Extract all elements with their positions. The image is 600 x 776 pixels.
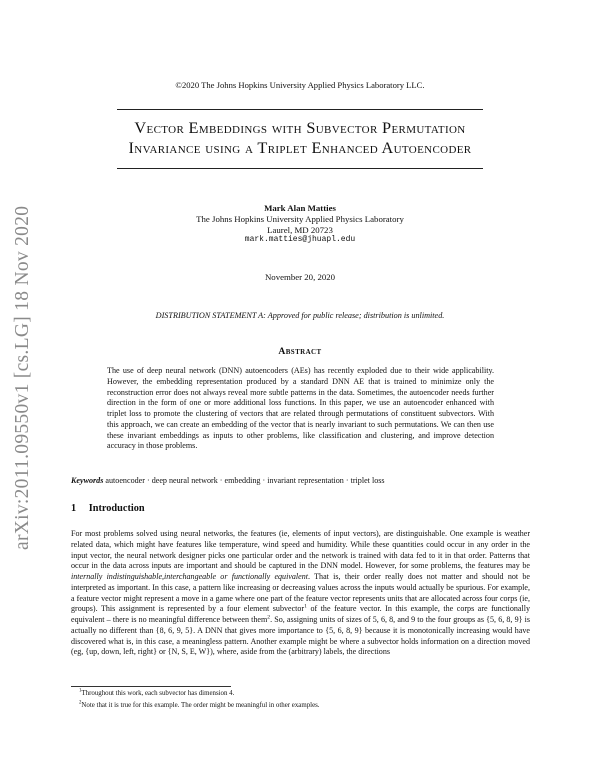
section-title: Introduction [88,503,145,514]
intro-text-part-2: . That is, their order really does not matter and should not be interpreted as important. In this case, a pattern like increasing or decreasing values across the inputs would actually be spurious. For example, a feature vector might represent a move in a game where one part of the feature vector represents units that are allocated across four corps (ie, groups). This assignment is represented by a four element subvector [71,572,530,614]
paper-title [60,118,540,158]
footnote-mark-1: 1 [79,688,82,694]
section-number: 1 [71,503,77,514]
author-name: Mark Alan Matties [264,203,336,213]
footnote-2 [79,700,529,712]
intro-text-part-4: . So, assigning units of sizes of 5, 6, 8, and 9 to the four groups as {5, 6, 8, 9} is actually no different than {8, 6, 9, 5}. A DNN that gives more importance to {5, 6, 8, 9} because it is monotonically increasing would have discovered what is, in this case, a meaningless pattern. Another example might be where a subvector holds information on a direction moved (eg, {up, down, left, right} or {N, S, E, W}), where, aside from the (arbitrary) labels, the directions [71,615,530,657]
arxiv-identifier-stamp: arXiv:2011.09550v1 [cs.LG] 18 Nov 2020 [12,205,33,550]
footnote-ref-2[interactable]: 2 [267,614,271,621]
footnote-text-2: Note that it is true for this example. The order might be meaningful in other examples. [81,701,320,709]
footnote-text-1: Throughout this work, each subvector has dimension 4. [81,690,235,697]
author-location: Laurel, MD 20723 [267,224,333,235]
keywords-line [71,476,531,485]
footnote-divider [71,686,231,687]
footnotes [79,688,529,711]
author-email[interactable]: mark.matties@jhuapl.edu [244,235,356,245]
footnote-mark-2: 2 [79,700,82,706]
intro-text-part-3: of the feature vector. In this example, the corps are functionally equivalent – there is no meaningful difference between them [71,604,530,624]
intro-text-part-1: For most problems solved using neural networks, the features (ie, elements of input vectors), are distinguishable. One example is weather related data, which might have features like temperature, wind speed and humidity. While these quantities could occur in any order in the input vector, the neural network designer picks one particular order and the network is trained with data fed to it in that order. Patterns that occur in the data across inputs are important and should be captured in the DNN model. However, for some problems, the features may be [71,529,530,571]
keywords-label: Keywords [71,476,104,485]
abstract-heading: Abstract [278,346,322,357]
title-rule-bottom [117,168,483,169]
author-block [100,203,500,246]
intro-emphasis: internally indistinguishable,interchangeable or functionally equivalent [71,572,308,581]
author-affiliation: The Johns Hopkins University Applied Physics Laboratory [196,213,404,224]
abstract-text: The use of deep neural network (DNN) autoencoders (AEs) has recently exploded due to their wide applicability. However, the embedding representation produced by a standard DNN AE that is trained to minimize only the reconstruction error does not always reveal more subtle patterns in the data. Sometimes, the autoencoder needs further direction in the form of one or more additional loss functions. In this paper, we use an autoencoder enhanced with triplet loss to promote the clustering of vectors that are related through permutations of constituent subvectors. With this approach, we can create an embedding of the vector that is nearly invariant to such permutations. We can then use these invariant embeddings as inputs to other problems, like classification and clustering, and improve detection accuracy in those problems. [107,366,494,451]
keywords-list: autoencoder · deep neural network · embedding · invariant representation · triplet loss [105,476,385,485]
publication-date: November 20, 2020 [264,272,336,282]
footnote-ref-1[interactable]: 1 [304,603,307,610]
title-rule-top [117,109,483,110]
paper-title-line-2: Invariance using a Triplet Enhanced Autoencoder [128,138,472,157]
footnote-1 [79,688,529,700]
copyright-notice: ©2020 The Johns Hopkins University Applied Physics Laboratory LLC. [175,80,425,90]
paper-title-line-1: Vector Embeddings with Subvector Permutation [134,118,466,137]
section-heading-introduction [71,503,145,514]
distribution-statement: DISTRIBUTION STATEMENT A: Approved for public release; distribution is unlimited. [155,311,445,320]
introduction-paragraph [71,529,530,658]
